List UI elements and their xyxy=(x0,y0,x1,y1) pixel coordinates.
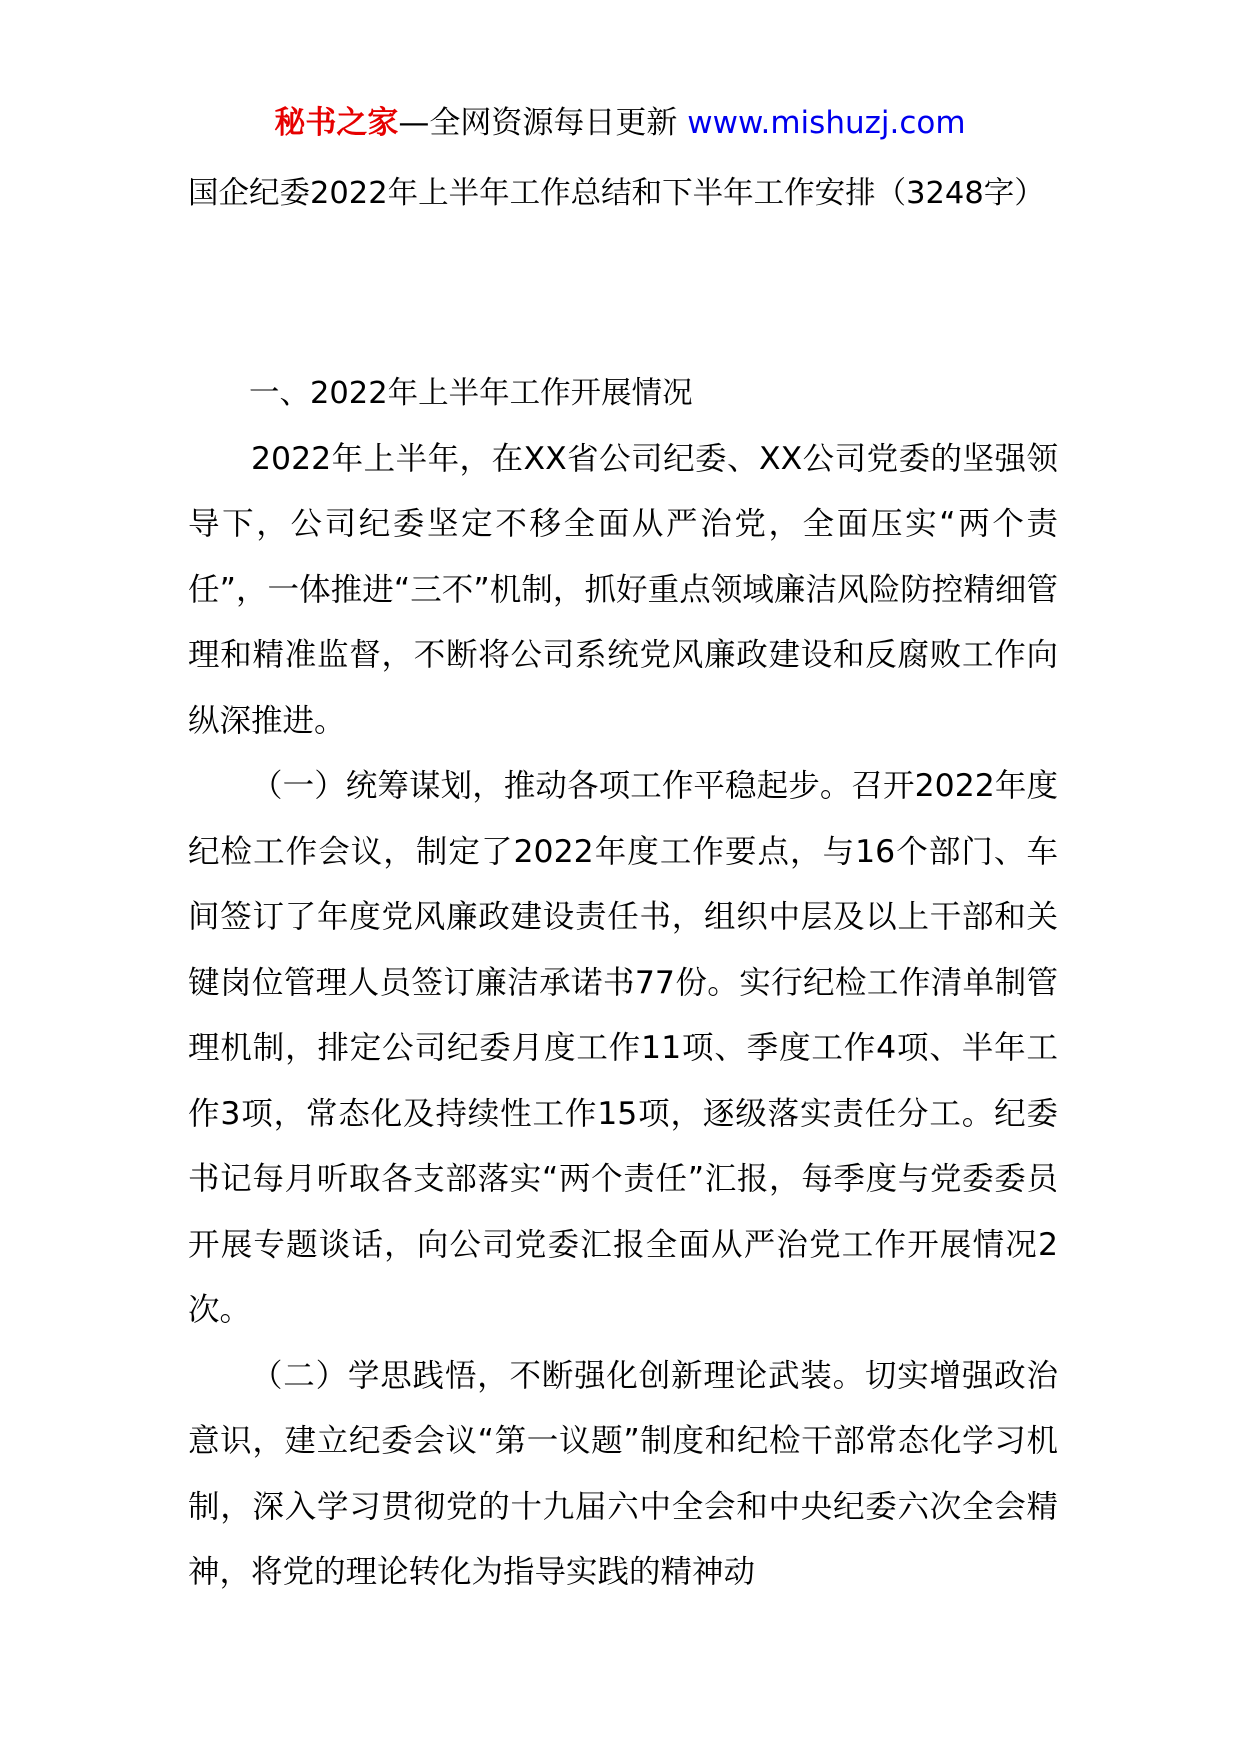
section-heading: 一、2022年上半年工作开展情况 xyxy=(249,376,693,411)
paragraph-study: （二）学思践悟，不断强化创新理论武装。切实增强政治意识，建立纪委会议“第一议题”制度和纪检干部常态化学习机制，深入学习贯彻党的十九届六中全会和中央纪委六次全会精神，将党的理论转化为指导实践的精神动 xyxy=(188,1357,1058,1590)
banner-brand: 秘书之家 xyxy=(274,105,399,141)
banner-tagline: —全网资源每日更新 xyxy=(398,105,688,141)
paragraph-planning: （一）统筹谋划，推动各项工作平稳起步。召开2022年度纪检工作会议，制定了2022年度工作要点，与16个部门、车间签订了年度党风廉政建设责任书，组织中层及以上干部和关键岗位管理人员签订廉洁承诺书77份。实行纪检工作清单制管理机制，排定公司纪委月度工作11项、季度工作4项、半年工作3项，常态化及持续性工作15项，逐级落实责任分工。纪委书记每月听取各支部落实“两个责任”汇报，每季度与党委委员开展专题谈话，向公司党委汇报全面从严治党工作开展情况2次。 xyxy=(188,768,1058,1328)
document-body xyxy=(188,361,1058,1606)
paragraph-intro: 2022年上半年，在XX省公司纪委、XX公司党委的坚强领导下，公司纪委坚定不移全面从严治党，全面压实“两个责任”，一体推进“三不”机制，抓好重点领域廉洁风险防控精细管理和精准监督，不断将公司系统党风廉政建设和反腐败工作向纵深推进。 xyxy=(188,440,1058,739)
document-title: 国企纪委2022年上半年工作总结和下半年工作安排（3248字） xyxy=(188,176,1045,211)
banner-url-link[interactable]: www.mishuzj.com xyxy=(687,105,966,141)
site-banner xyxy=(0,98,1240,148)
